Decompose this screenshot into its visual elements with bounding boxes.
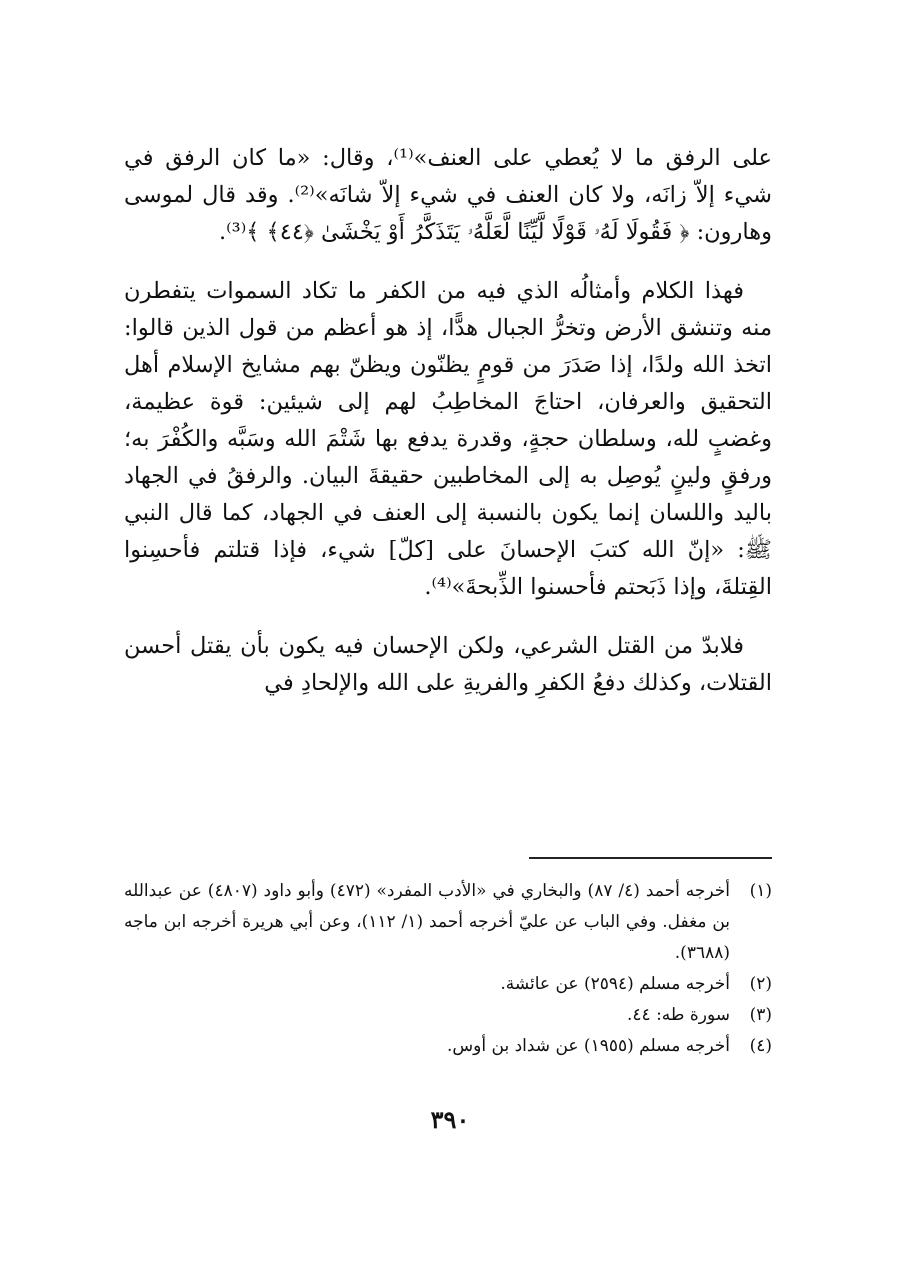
footnote-4 bbox=[124, 1031, 772, 1062]
paragraph-3: فلابدّ من القتل الشرعي، ولكن الإحسان فيه يكون بأن يقتل أحسن القتلات، وكذلك دفعُ الكفرِ والفريةِ على الله والإلحادِ في bbox=[124, 633, 772, 696]
main-text bbox=[124, 140, 772, 724]
footnote-separator bbox=[529, 857, 772, 859]
paragraph-2: فهذا الكلام وأمثالُه الذي فيه من الكفر ما تكاد السموات يتفطرن منه وتنشق الأرض وتخرُّ الجبال هدًّا، إذ هو أعظم من قول الذين قالوا: اتخذ الله ولدًا، إذا صَدَرَ من قومٍ يظنّون ويظنّ بهم مشايخ الإسلام أهل التحقيق والعرفان، احتاجَ المخاطِبُ لهم إلى شيئين: قوة عظيمة، وغضبٍ لله، وسلطان حجةٍ، وقدرة يدفع بها شَتْمَ الله وسَبَّه والكُفْرَ به؛ ورفقٍ ولينٍ يُوصِل به إلى المخاطبين حقيقةَ البيان. والرفقُ في الجهاد باليد واللسان إنما يكون بالنسبة إلى العنف في الجهاد، كما قال النبي ﷺ: «إنّ الله كتبَ الإحسانَ على [كلّ] شيء، فإذا قتلتم فأحسِنوا القِتلةَ، وإذا ذَبَحتم فأحسنوا الذِّبحةَ»⁽⁴⁾. bbox=[124, 278, 772, 600]
footnote-number: (٤) bbox=[749, 1036, 772, 1056]
footnote-text: أخرجه مسلم (١٩٥٥) عن شداد بن أوس. bbox=[447, 1036, 730, 1056]
page-number: ٣٩٠ bbox=[430, 1105, 470, 1134]
footnote-text: أخرجه مسلم (٢٥٩٤) عن عائشة. bbox=[500, 974, 730, 994]
footnotes bbox=[124, 876, 772, 1062]
footnote-number: (٣) bbox=[749, 1005, 772, 1025]
footnote-2 bbox=[124, 969, 772, 1000]
footnote-text: سورة طه: ٤٤. bbox=[627, 1005, 730, 1025]
footnote-3 bbox=[124, 1000, 772, 1031]
paragraph-1: على الرفق ما لا يُعطي على العنف»⁽¹⁾، وقال: «ما كان الرفق في شيء إلاّ زانَه، ولا كان العنف في شيء إلاّ شانَه»⁽²⁾. وقد قال لموسى وهارون: ﴿ فَقُولَا لَهُۥ قَوْلًا لَّيِّنًا لَّعَلَّهُۥ يَتَذَكَّرُ أَوْ يَخْشَىٰ ﴿٤٤﴾ ﴾⁽³⁾. bbox=[124, 145, 772, 245]
footnote-text: أخرجه أحمد (٤/ ٨٧) والبخاري في «الأدب المفرد» (٤٧٢) وأبو داود (٤٨٠٧) عن عبدالله بن مغفل. وفي الباب عن عليّ أخرجه أحمد (١/ ١١٢)، وعن أبي هريرة أخرجه ابن ماجه (٣٦٨٨). bbox=[124, 881, 730, 963]
footnote-number: (١) bbox=[749, 881, 772, 901]
footnote-1 bbox=[124, 876, 772, 969]
footnote-number: (٢) bbox=[749, 974, 772, 994]
